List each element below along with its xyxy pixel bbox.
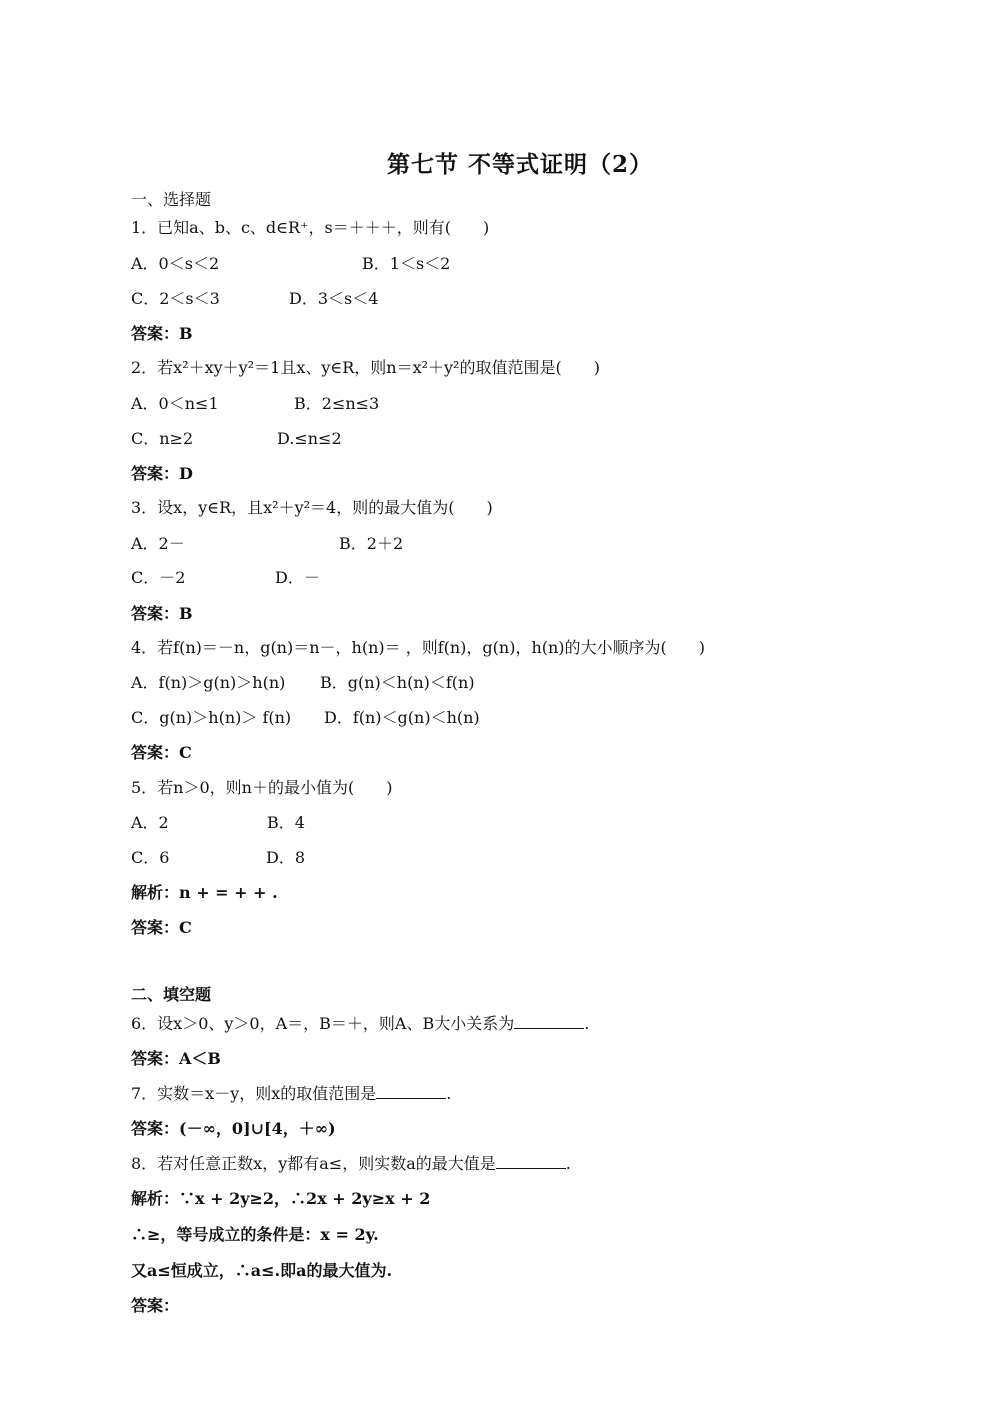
question-1-option-c: C．2＜s＜3	[131, 289, 220, 308]
question-6-period: .	[584, 1014, 590, 1033]
question-4-option-a: A．f(n)＞g(n)＞h(n)	[131, 673, 286, 692]
question-2-option-d: D.≤n≤2	[277, 429, 342, 448]
question-7-answer: 答案：(－∞，0]∪[4，＋∞)	[131, 1119, 336, 1138]
question-3-answer: 答案：B	[131, 604, 193, 623]
question-8-text: 8．若对任意正数x，y都有a≤，则实数a的最大值是	[131, 1154, 496, 1173]
question-3-stem: 3．设x，y∈R，且x²＋y²＝4，则的最大值为( )	[131, 498, 493, 517]
question-1-answer: 答案：B	[131, 324, 193, 343]
question-6-answer: 答案：A＜B	[131, 1049, 221, 1068]
question-2-option-b: B．2≤n≤3	[294, 394, 380, 413]
question-4-option-b: B．g(n)＜h(n)＜f(n)	[320, 673, 475, 692]
question-5-option-d: D．8	[266, 848, 306, 867]
question-1-option-b: B．1＜s＜2	[362, 254, 451, 273]
question-5-option-c: C．6	[131, 848, 170, 867]
question-3-option-d: D．－	[275, 568, 320, 587]
question-7-stem	[131, 1084, 451, 1104]
section-heading-choice: 一、选择题	[131, 190, 212, 209]
question-5-option-a: A．2	[131, 813, 169, 832]
question-4-option-c: C．g(n)＞h(n)＞ f(n)	[131, 708, 292, 727]
question-2-answer: 答案：D	[131, 464, 193, 483]
question-6-text: 6．设x＞0、y＞0，A＝，B＝＋，则A、B大小关系为	[131, 1014, 515, 1033]
question-3-option-a: A．2－	[131, 534, 185, 553]
question-4-option-d: D．f(n)＜g(n)＜h(n)	[324, 708, 480, 727]
question-3-option-c: C．－2	[131, 568, 186, 587]
question-4-answer: 答案：C	[131, 743, 192, 762]
question-7-period: .	[446, 1084, 452, 1103]
question-8-analysis-line-1: 解析：∵x + 2y≥2，∴2x + 2y≥x + 2	[131, 1189, 431, 1208]
question-5-analysis: 解析：n + = + + .	[131, 883, 278, 902]
question-3-option-b: B．2＋2	[339, 534, 404, 553]
question-2-option-c: C．n≥2	[131, 429, 194, 448]
question-8-stem	[131, 1154, 571, 1174]
question-8-period: .	[565, 1154, 571, 1173]
question-8-analysis-line-3: 又a≤恒成立，∴a≤.即a的最大值为.	[131, 1261, 393, 1280]
page-title: 第七节 不等式证明（2）	[386, 151, 653, 178]
question-7-text: 7．实数＝x－y，则x的取值范围是	[131, 1084, 377, 1103]
answer-blank	[376, 1084, 446, 1099]
question-1-option-a: A．0＜s＜2	[131, 254, 220, 273]
question-6-stem	[131, 1014, 589, 1034]
question-5-stem: 5．若n＞0，则n＋的最小值为( )	[131, 778, 393, 797]
question-4-stem: 4．若f(n)＝－n，g(n)＝n－，h(n)＝ ，则f(n)，g(n)，h(n)的大小顺序为( )	[131, 638, 706, 657]
question-8-analysis-line-2: ∴≥，等号成立的条件是：x = 2y.	[131, 1225, 379, 1244]
question-5-option-b: B．4	[267, 813, 305, 832]
section-heading-fill-in: 二、填空题	[131, 985, 212, 1004]
question-1-option-d: D．3＜s＜4	[289, 289, 379, 308]
question-1-stem: 1．已知a、b、c、d∈R⁺，s＝＋＋＋，则有( )	[131, 218, 490, 237]
answer-blank	[514, 1014, 584, 1029]
question-2-option-a: A．0＜n≤1	[131, 394, 219, 413]
question-2-stem: 2．若x²＋xy＋y²＝1且x、y∈R，则n＝x²＋y²的取值范围是( )	[131, 358, 600, 377]
answer-blank	[496, 1154, 566, 1169]
question-5-answer: 答案：C	[131, 918, 192, 937]
question-8-answer: 答案：	[131, 1296, 180, 1315]
